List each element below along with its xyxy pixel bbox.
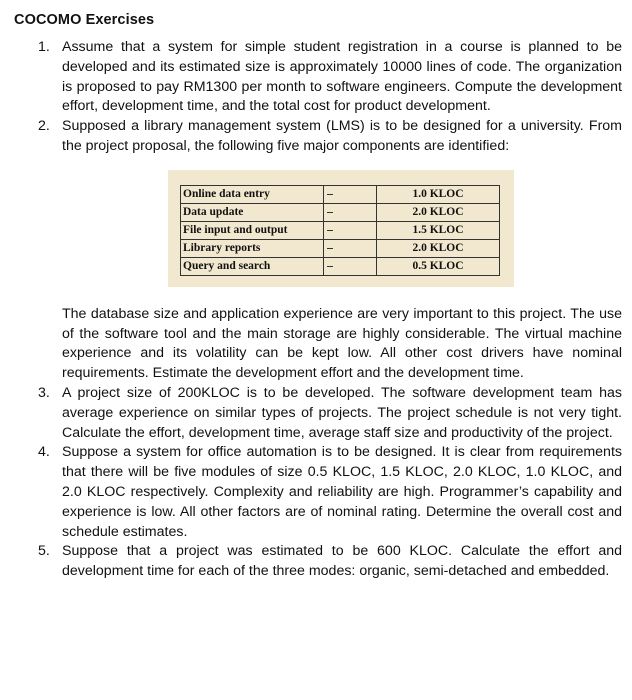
component-size: 1.0 KLOC <box>377 185 500 203</box>
components-table <box>180 185 500 276</box>
exercise-4 <box>62 443 622 542</box>
component-name: Online data entry <box>181 185 324 203</box>
exercise-1-text: Assume that a system for simple student registration in a course is planned to be developed and its estimated size is approximately 10000 lines of code. The organization is proposed to pay RM1300 per month to software engineers. Compute the development effort, development time, and the total cost for product development. <box>62 39 622 115</box>
component-name: File input and output <box>181 221 324 239</box>
exercise-list <box>14 38 622 582</box>
component-size: 0.5 KLOC <box>377 257 500 275</box>
table-row <box>181 239 500 257</box>
table-row <box>181 221 500 239</box>
component-name: Library reports <box>181 239 324 257</box>
component-separator <box>324 221 377 239</box>
exercise-3 <box>62 384 622 443</box>
exercise-3-text: A project size of 200KLOC is to be developed. The software development team has average experience on similar types of projects. The project schedule is not very tight. Calculate the effort, development time, average staff size and productivity of the project. <box>62 384 622 441</box>
components-table-image <box>168 170 514 287</box>
table-row <box>181 185 500 203</box>
component-size: 2.0 KLOC <box>377 239 500 257</box>
component-size: 1.5 KLOC <box>377 221 500 239</box>
exercise-2-details: The database size and application experience are very important to this project. The use of the software tool and the main storage are highly considerable. The virtual machine experience and its volatility can be kept low. All other cost drivers have nominal requirements. Estimate the development effort and the development time. <box>62 305 622 382</box>
table-row <box>181 257 500 275</box>
exercise-2 <box>62 117 622 384</box>
component-separator <box>324 239 377 257</box>
table-row <box>181 203 500 221</box>
component-name: Query and search <box>181 257 324 275</box>
exercise-5 <box>62 542 622 582</box>
component-separator <box>324 257 377 275</box>
component-name: Data update <box>181 203 324 221</box>
exercise-4-text: Suppose a system for office automation is to be designed. It is clear from requirements that there will be five modules of size 0.5 KLOC, 1.5 KLOC, 2.0 KLOC, 1.0 KLOC, and 2.0 KLOC respectively. Complexity and reliability are high. Programmer’s capability and experience is low. All other factors are of nominal rating. Determine the overall cost and schedule estimates. <box>62 444 622 540</box>
component-size: 2.0 KLOC <box>377 203 500 221</box>
component-separator <box>324 185 377 203</box>
exercise-2-intro: Supposed a library management system (LMS) is to be designed for a university. From the project proposal, the following five major components are identified: <box>62 118 622 154</box>
page-title: COCOMO Exercises <box>14 12 155 28</box>
exercise-1 <box>62 38 622 117</box>
exercise-5-text: Suppose that a project was estimated to be 600 KLOC. Calculate the effort and development time for each of the three modes: organic, semi-detached and embedded. <box>62 543 622 580</box>
component-separator <box>324 203 377 221</box>
